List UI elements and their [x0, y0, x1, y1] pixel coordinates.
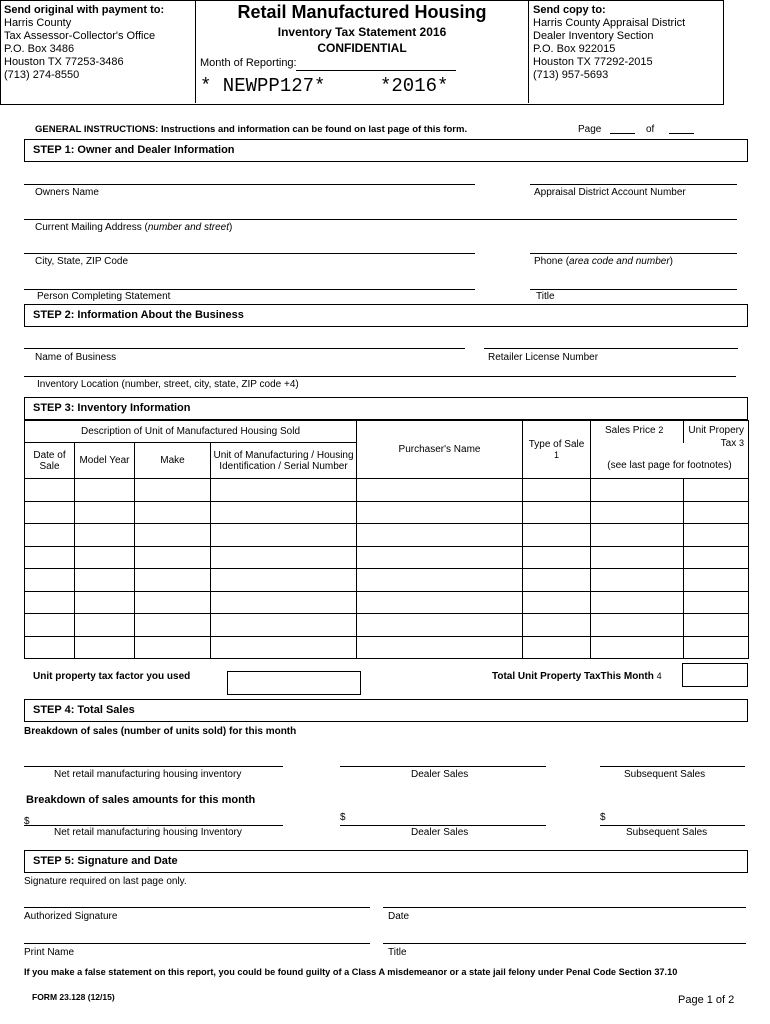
- print-name-field[interactable]: [24, 943, 370, 944]
- business-name-label: Name of Business: [35, 352, 117, 363]
- authorized-signature-label: Authorized Signature: [24, 911, 118, 922]
- title-block: [196, 0, 528, 103]
- general-instructions: GENERAL INSTRUCTIONS: Instructions and information can be found on last page of this form.: [35, 124, 468, 135]
- send-copy-heading: Send copy to:: [533, 4, 606, 16]
- unit-id-header: Unit of Manufacturing / Housing Identification / Serial Number: [211, 443, 357, 479]
- inventory-location-label: Inventory Location (number, street, city, state, ZIP code +4): [37, 379, 299, 390]
- total-tax-field[interactable]: [682, 663, 748, 687]
- authorized-signature-field[interactable]: [24, 907, 370, 908]
- barcode-form-id: * NEWPP127*: [200, 75, 326, 97]
- send-original-line: Harris County: [4, 17, 72, 29]
- table-row: [25, 614, 749, 637]
- city-state-zip-label: City, State, ZIP Code: [35, 256, 129, 267]
- tax-factor-label: Unit property tax factor you used: [33, 671, 191, 682]
- title-label: Title: [536, 291, 555, 302]
- owners-name-label: Owners Name: [35, 187, 99, 198]
- dealer-sales-amount-label: Dealer Sales: [411, 827, 469, 838]
- table-row: [25, 524, 749, 547]
- dealer-sales-units-label: Dealer Sales: [411, 769, 469, 780]
- barcode-year: *2016*: [380, 75, 449, 97]
- page-label: Page: [578, 124, 602, 135]
- signer-title-label: Title: [388, 947, 407, 958]
- signer-title-field[interactable]: [383, 943, 746, 944]
- form-header: [0, 0, 724, 105]
- date-field[interactable]: [383, 907, 746, 908]
- net-retail-amount-label: Net retail manufacturing housing Inventory: [54, 827, 242, 838]
- make-header: Make: [135, 443, 211, 479]
- description-header: Description of Unit of Manufactured Housing Sold: [25, 421, 357, 443]
- send-copy-line: Harris County Appraisal District: [533, 17, 686, 29]
- table-row: [25, 546, 749, 569]
- send-copy-line: P.O. Box 922015: [533, 43, 616, 55]
- units-breakdown-heading: Breakdown of sales (number of units sold) for this month: [24, 726, 297, 737]
- false-statement-warning: If you make a false statement on this report, you could be found guilty of a Class A misdemeanor or a state jail felony under Penal Code Section 37.10: [24, 967, 678, 977]
- table-row: [25, 479, 749, 502]
- confidential-label: CONFIDENTIAL: [317, 41, 407, 55]
- net-retail-units-field[interactable]: [24, 766, 283, 767]
- account-number-label: Appraisal District Account Number: [534, 187, 686, 198]
- person-completing-field[interactable]: [24, 289, 475, 290]
- step5-header: STEP 5: Signature and Date: [24, 850, 748, 873]
- owners-name-field[interactable]: [24, 184, 475, 185]
- type-of-sale-header: Type of Sale 1: [523, 421, 591, 479]
- person-completing-label: Person Completing Statement: [37, 291, 171, 302]
- retailer-license-label: Retailer License Number: [488, 352, 599, 363]
- account-number-field[interactable]: [530, 184, 737, 185]
- date-label: Date: [388, 911, 410, 922]
- send-original-block: [4, 4, 164, 107]
- page-number-field[interactable]: [610, 133, 635, 134]
- net-retail-units-label: Net retail manufacturing housing inventory: [54, 769, 242, 780]
- dollar-sign: $: [340, 812, 346, 823]
- mailing-address-field[interactable]: [24, 219, 737, 220]
- print-name-label: Print Name: [24, 947, 75, 958]
- subsequent-sales-amount-field[interactable]: [600, 825, 745, 826]
- sales-price-label: Sales Price 2: [605, 424, 664, 436]
- step2-header: STEP 2: Information About the Business: [24, 304, 748, 327]
- month-of-reporting-label: Month of Reporting:: [200, 57, 297, 69]
- footnote-note: (see last page for footnotes): [591, 443, 749, 479]
- table-row: [25, 636, 749, 659]
- table-row: [25, 501, 749, 524]
- step3-header: STEP 3: Inventory Information: [24, 397, 748, 420]
- step1-header: STEP 1: Owner and Dealer Information: [24, 139, 748, 162]
- tax-factor-field[interactable]: [227, 671, 361, 695]
- send-copy-line: (713) 957-5693: [533, 69, 609, 81]
- phone-field[interactable]: [530, 253, 737, 254]
- retailer-license-field[interactable]: [484, 348, 738, 349]
- page-count-field[interactable]: [669, 133, 694, 134]
- subsequent-sales-units-label: Subsequent Sales: [624, 769, 706, 780]
- unit-tax-label: Unit Propery Tax 3: [688, 425, 744, 449]
- purchaser-header: Purchaser's Name: [357, 421, 523, 479]
- mailing-address-label: Current Mailing Address (number and street): [35, 222, 233, 233]
- of-label: of: [646, 124, 655, 135]
- inventory-location-field[interactable]: [24, 376, 736, 377]
- send-copy-line: Dealer Inventory Section: [533, 30, 654, 42]
- total-tax-label: Total Unit Property TaxThis Month 4: [492, 671, 662, 682]
- page-number: Page 1 of 2: [678, 994, 735, 1006]
- table-row: [25, 591, 749, 614]
- send-original-line: Houston TX 77253-3486: [4, 56, 124, 68]
- net-retail-amount-field[interactable]: [24, 825, 283, 826]
- title-field[interactable]: [530, 289, 737, 290]
- dealer-sales-amount-field[interactable]: [340, 825, 546, 826]
- month-of-reporting-field[interactable]: [296, 70, 456, 71]
- send-original-line: (713) 274-8550: [4, 69, 80, 81]
- step4-header: STEP 4: Total Sales: [24, 699, 748, 722]
- model-year-header: Model Year: [75, 443, 135, 479]
- phone-label: Phone (area code and number): [534, 256, 673, 267]
- form-subtitle: Inventory Tax Statement 2016: [277, 25, 447, 39]
- send-original-line: P.O. Box 3486: [4, 43, 75, 55]
- signature-note: Signature required on last page only.: [24, 876, 187, 887]
- inventory-table: [24, 420, 749, 659]
- send-copy-block: [533, 4, 685, 107]
- subsequent-sales-units-field[interactable]: [600, 766, 745, 767]
- dealer-sales-units-field[interactable]: [340, 766, 546, 767]
- table-row: [25, 569, 749, 592]
- form-title: Retail Manufactured Housing: [237, 2, 487, 22]
- business-name-field[interactable]: [24, 348, 465, 349]
- send-original-line: Tax Assessor-Collector's Office: [4, 30, 156, 42]
- send-copy-line: Houston TX 77292-2015: [533, 56, 653, 68]
- city-state-zip-field[interactable]: [24, 253, 475, 254]
- dollar-sign: $: [600, 812, 606, 823]
- subsequent-sales-amount-label: Subsequent Sales: [626, 827, 708, 838]
- send-original-heading: Send original with payment to:: [4, 4, 165, 16]
- amounts-breakdown-heading: Breakdown of sales amounts for this month: [26, 794, 256, 806]
- dollar-sign: $: [24, 816, 30, 827]
- form-number: FORM 23.128 (12/15): [32, 992, 115, 1002]
- date-of-sale-header: Date of Sale: [25, 443, 75, 479]
